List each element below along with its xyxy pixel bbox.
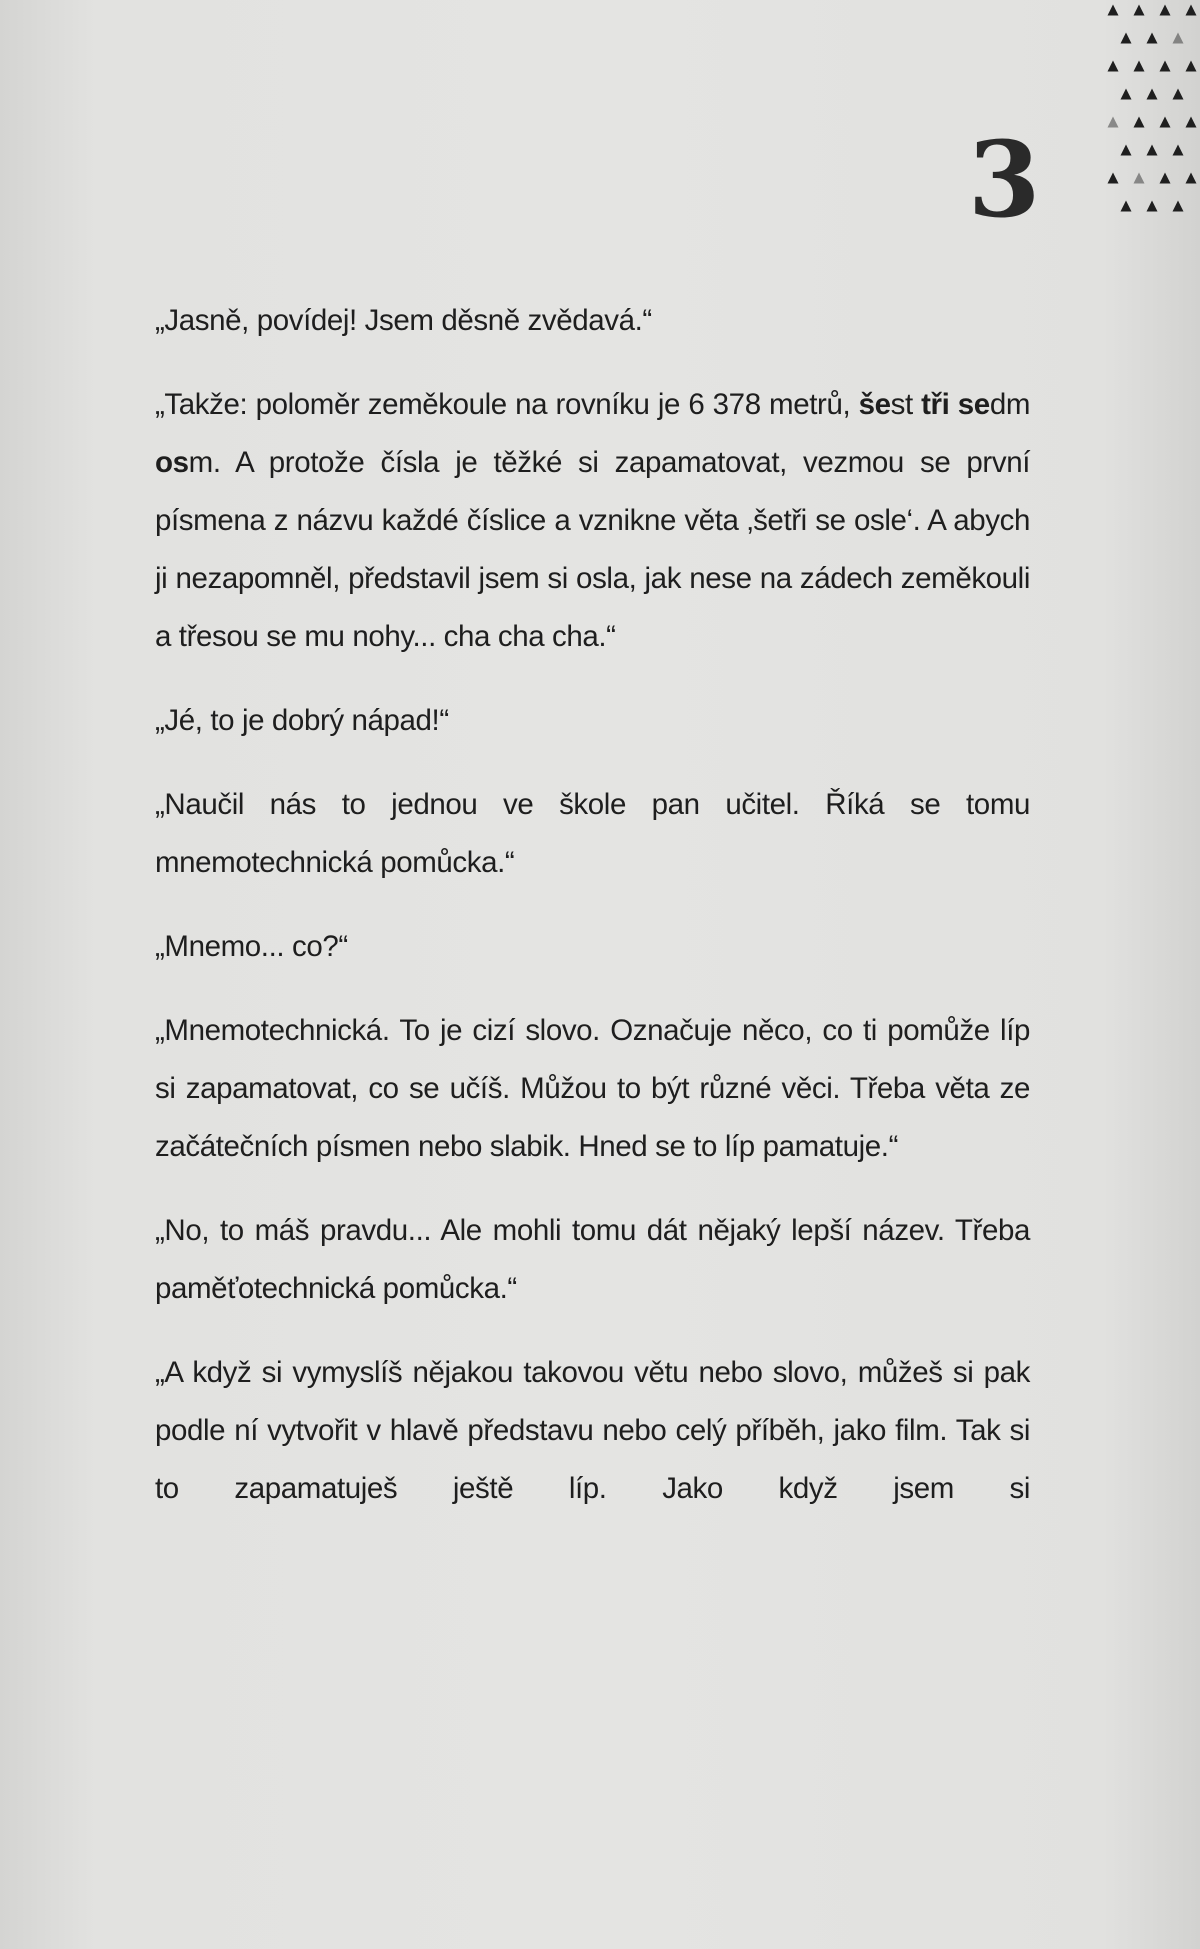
triangle-mark	[1186, 5, 1197, 16]
triangle-mark	[1186, 117, 1197, 128]
triangle-mark	[1160, 5, 1171, 16]
triangle-mark	[1186, 173, 1197, 184]
triangle-mark	[1173, 89, 1184, 100]
triangle-mark	[1160, 61, 1171, 72]
triangle-mark	[1186, 61, 1197, 72]
triangle-mark	[1108, 61, 1119, 72]
triangle-mark	[1108, 5, 1119, 16]
triangle-mark	[1147, 201, 1158, 212]
triangle-mark	[1173, 33, 1184, 44]
triangle-mark	[1108, 117, 1119, 128]
triangle-mark	[1173, 145, 1184, 156]
paragraph-6: „Mnemotechnická. To je cizí slovo. Označuje něco, co ti pomůže líp si zapamatovat, co se učíš. Můžou to být různé věci. Třeba věta ze začátečních písmen nebo slabik. Hned se to líp pamatuje.“	[155, 1014, 1030, 1163]
triangle-mark	[1108, 173, 1119, 184]
body-text	[155, 292, 1030, 1544]
paragraph-7: „No, to máš pravdu... Ale mohli tomu dát nějaký lepší název. Třeba paměťotechnická pomůcka.“	[155, 1214, 1030, 1305]
triangle-mark	[1134, 173, 1145, 184]
triangle-mark	[1160, 117, 1171, 128]
paragraph-4: „Naučil nás to jednou ve škole pan učitel. Říká se tomu mnemotechnická pomůcka.“	[155, 788, 1030, 879]
triangle-mark	[1121, 201, 1132, 212]
triangle-mark	[1121, 145, 1132, 156]
triangle-mark	[1173, 201, 1184, 212]
triangle-mark	[1134, 5, 1145, 16]
paragraph-1: „Jasně, povídej! Jsem děsně zvědavá.“	[155, 304, 652, 337]
triangle-mark	[1160, 173, 1171, 184]
triangle-mark	[1134, 61, 1145, 72]
triangle-pattern-decoration	[1105, 0, 1200, 240]
triangle-mark	[1147, 33, 1158, 44]
triangle-mark	[1134, 117, 1145, 128]
paragraph-5: „Mnemo... co?“	[155, 930, 348, 963]
triangle-mark	[1147, 145, 1158, 156]
paragraph-3: „Jé, to je dobrý nápad!“	[155, 704, 449, 737]
paragraph-8: „A když si vymyslíš nějakou takovou větu nebo slovo, můžeš si pak podle ní vytvořit v hlavě představu nebo celý příběh, jako film. Tak si to zapamatuješ ještě líp. Jako když jsem si	[155, 1356, 1030, 1505]
chapter-number: 3	[968, 118, 1041, 241]
triangle-mark	[1121, 33, 1132, 44]
triangle-mark	[1121, 89, 1132, 100]
paragraph-mnemonic: „Takže: poloměr zeměkoule na rovníku je 6 378 metrů, šest tři sedm osm. A protože čísla je těžké si zapamatovat, vezmou se první písmena z názvu každé číslice a vznikne věta ‚šetři se osle‘. A abych ji nezapomněl, představil jsem si osla, jak nese na zádech zeměkouli a třesou se mu nohy... cha cha cha.“	[155, 388, 1030, 653]
triangle-mark	[1147, 89, 1158, 100]
